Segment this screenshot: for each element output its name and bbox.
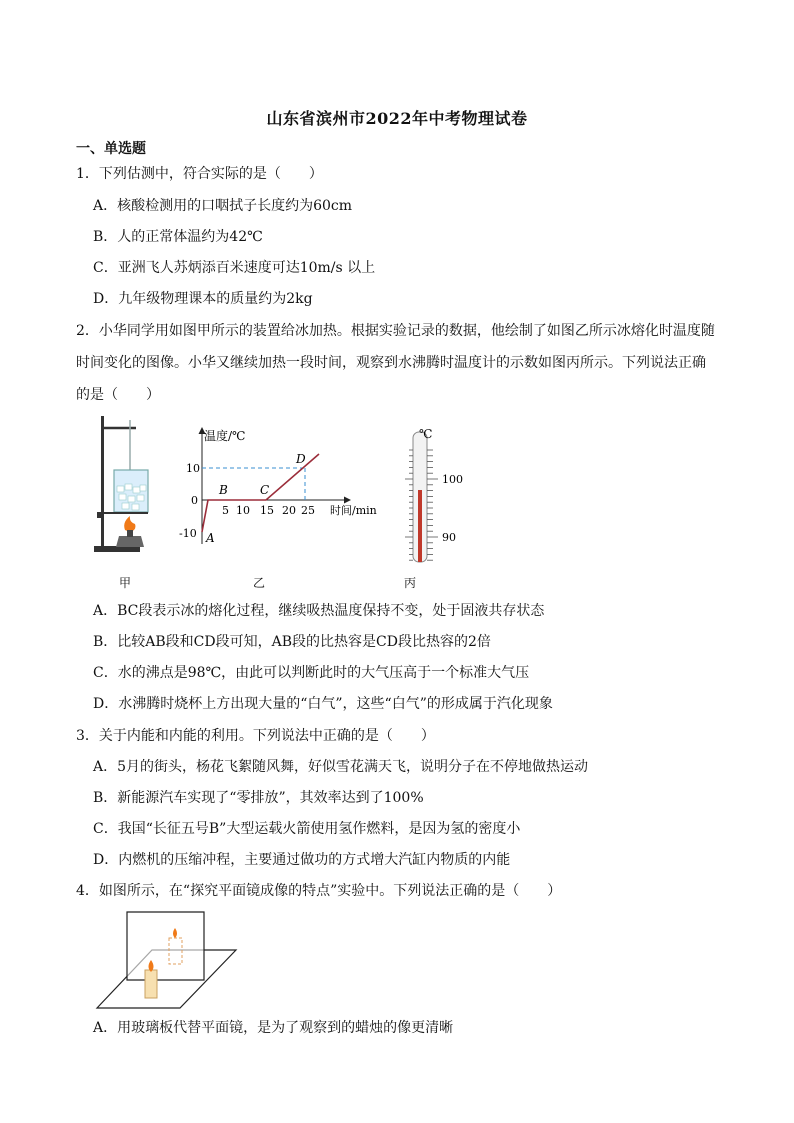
q2-option-b: B．比较AB段和CD段可知，AB段的比热容是CD段比热容的2倍 <box>93 634 491 650</box>
glass-plate <box>127 912 204 980</box>
q2-stem: 2．小华同学用如图甲所示的装置给冰加热。根据实验记录的数据，他绘制了如图乙所示冰熔化时温度随时间变化的图像。小华又继续加热一段时间，观察到水沸腾时温度计的示数如图丙所示。下列说法正确的是（ ） <box>76 323 715 403</box>
scale-label-100: 100 <box>442 473 463 486</box>
q2-option-c: C．水的沸点是98℃，由此可以判断此时的大气压高于一个标准大气压 <box>93 665 530 681</box>
q3-option-b: B．新能源汽车实现了“零排放”，其效率达到了100% <box>93 790 424 806</box>
x-tick-10: 10 <box>236 504 250 517</box>
figure-thermometer <box>402 424 476 564</box>
page-title: 山东省滨州市2022年中考物理试卷 <box>266 109 528 128</box>
x-tick-15: 15 <box>260 504 274 517</box>
q3-stem: 3．关于内能和内能的利用。下列说法中正确的是（ ） <box>76 728 435 744</box>
figure-plane-mirror <box>94 908 244 1012</box>
q4-option-a: A．用玻璃板代替平面镜，是为了观察到的蜡烛的像更清晰 <box>93 1020 454 1036</box>
q1-option-b: B．人的正常体温约为42℃ <box>93 229 263 245</box>
figure-melting-graph <box>172 426 386 558</box>
q1-option-d: D．九年级物理课本的质量约为2kg <box>93 291 313 307</box>
x-tick-20: 20 <box>282 504 296 517</box>
lit-candle <box>145 970 157 998</box>
caption-bing: 丙 <box>404 576 417 590</box>
q2-option-d: D．水沸腾时烧杯上方出现大量的“白气”，这些“白气”的形成属于汽化现象 <box>93 696 553 712</box>
y-tick-0: 0 <box>191 494 198 507</box>
figure-heating-apparatus <box>92 412 152 558</box>
y-tick-10: 10 <box>186 462 200 475</box>
q4-stem: 4．如图所示，在“探究平面镜成像的特点”实验中。下列说法正确的是（ ） <box>76 883 562 899</box>
point-a-label: A <box>206 531 215 545</box>
x-tick-25: 25 <box>301 504 315 517</box>
caption-jia: 甲 <box>119 576 132 590</box>
q1-option-a: A．核酸检测用的口咽拭子长度约为60cm <box>93 198 353 214</box>
y-axis-label: 温度/℃ <box>204 429 246 443</box>
y-tick-neg10: -10 <box>179 527 197 540</box>
mercury-column <box>418 490 422 562</box>
point-d-label: D <box>296 452 306 466</box>
q3-option-c: C．我国“长征五号B”大型运载火箭使用氢作燃料，是因为氢的密度小 <box>93 821 521 837</box>
q1-option-c: C．亚洲飞人苏炳添百米速度可达10m/s 以上 <box>93 260 376 276</box>
point-c-label: C <box>260 483 270 497</box>
q3-option-d: D．内燃机的压缩冲程，主要通过做功的方式增大汽缸内物质的内能 <box>93 852 511 868</box>
q1-stem: 1．下列估测中，符合实际的是（ ） <box>76 166 323 182</box>
scale-label-90: 90 <box>442 531 456 544</box>
section-heading: 一、单选题 <box>76 141 146 157</box>
stand-rod <box>101 416 104 548</box>
caption-yi: 乙 <box>253 576 266 590</box>
alcohol-lamp <box>116 536 144 547</box>
q3-option-a: A．5月的街头，杨花飞絮随风舞，好似雪花满天飞，说明分子在不停地做热运动 <box>93 759 589 775</box>
x-axis-label: 时间/min <box>330 504 377 517</box>
x-tick-5: 5 <box>222 504 229 517</box>
point-b-label: B <box>219 483 228 497</box>
flame-icon <box>124 516 135 532</box>
unit-label: ℃ <box>419 427 433 441</box>
q2-option-a: A．BC段表示冰的熔化过程，继续吸热温度保持不变，处于固液共存状态 <box>93 603 545 619</box>
